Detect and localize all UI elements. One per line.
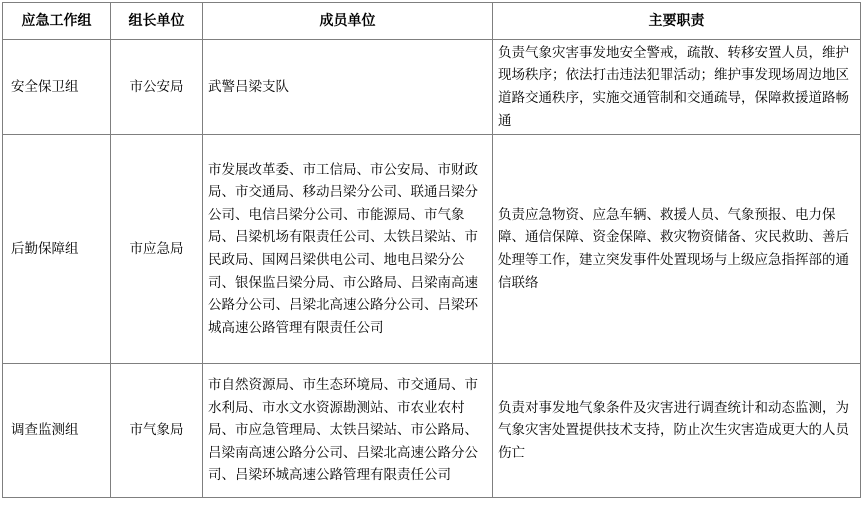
- emergency-groups-table: [2, 2, 861, 498]
- group-cell: 安全保卫组: [3, 40, 111, 135]
- members-cell: 市发展改革委、市工信局、市公安局、市财政局、市交通局、移动吕梁分公司、联通吕梁分公司、电信吕梁分公司、市能源局、市气象局、吕梁机场有限责任公司、太铁吕梁站、市民政局、国网吕梁供电公司、地电吕梁分公司、银保监吕梁分局、市公路局、吕梁南高速公路分公司、吕梁北高速公路分公司、吕梁环城高速公路管理有限责任公司: [203, 135, 493, 364]
- table-row: [3, 135, 861, 364]
- duties-cell: 负责应急物资、应急车辆、救援人员、气象预报、电力保障、通信保障、资金保障、救灾物资储备、灾民救助、善后处理等工作，建立突发事件处置现场与上级应急指挥部的通信联络: [493, 135, 861, 364]
- header-members: 成员单位: [203, 3, 493, 40]
- duties-cell: 负责气象灾害事发地安全警戒，疏散、转移安置人员，维护现场秩序；依法打击违法犯罪活动；维护事发现场周边地区道路交通秩序，实施交通管制和交通疏导，保障救援道路畅通: [493, 40, 861, 135]
- members-cell: 武警吕梁支队: [203, 40, 493, 135]
- group-cell: 后勤保障组: [3, 135, 111, 364]
- leader-cell: 市气象局: [111, 364, 203, 498]
- leader-cell: 市应急局: [111, 135, 203, 364]
- leader-cell: 市公安局: [111, 40, 203, 135]
- table-row: [3, 40, 861, 135]
- header-duties: 主要职责: [493, 3, 861, 40]
- duties-cell: 负责对事发地气象条件及灾害进行调查统计和动态监测，为气象灾害处置提供技术支持，防止次生灾害造成更大的人员伤亡: [493, 364, 861, 498]
- header-leader: 组长单位: [111, 3, 203, 40]
- table-row: [3, 364, 861, 498]
- header-group: 应急工作组: [3, 3, 111, 40]
- members-cell: 市自然资源局、市生态环境局、市交通局、市水利局、市水文水资源勘测站、市农业农村局、市应急管理局、太铁吕梁站、市公路局、吕梁南高速公路分公司、吕梁北高速公路分公司、吕梁环城高速公路管理有限责任公司: [203, 364, 493, 498]
- table-header-row: [3, 3, 861, 40]
- group-cell: 调查监测组: [3, 364, 111, 498]
